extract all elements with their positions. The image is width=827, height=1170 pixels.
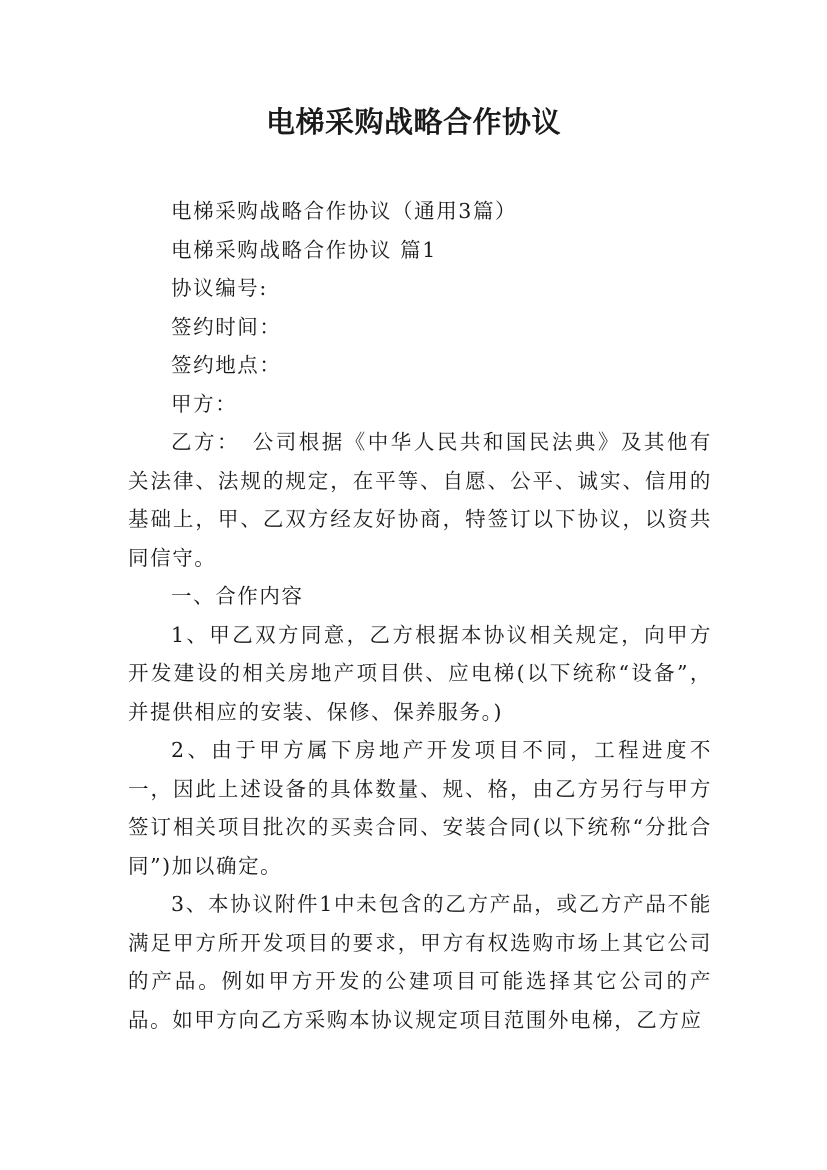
document-body (128, 192, 712, 1039)
paragraph-cooperation-heading: 一、合作内容 (171, 584, 304, 608)
paragraph-section-heading: 电梯采购战略合作协议 篇1 (171, 237, 437, 262)
paragraph-party-a: 甲方： (171, 391, 238, 416)
paragraph-party-b-preamble: 乙方： 公司根据《中华人民共和国民法典》及其他有关法律、法规的规定，在平等、自愿、公平、诚实、信用的基础上，甲、乙双方经友好协商，特签订以下协议，以资共同信守。 (128, 430, 712, 570)
paragraph-clause-3: 3、本协议附件1中未包含的乙方产品，或乙方产品不能满足甲方所开发项目的要求，甲方有权选购市场上其它公司的产品。例如甲方开发的公建项目可能选择其它公司的产品。如甲方向乙方采购本协议规定项目范围外电梯，乙方应 (128, 892, 712, 1032)
paragraph-subtitle: 电梯采购战略合作协议（通用3篇） (171, 199, 518, 223)
paragraph-signing-location: 签约地点： (171, 353, 282, 377)
paragraph-agreement-number: 协议编号: (171, 276, 268, 300)
paragraph-clause-1: 1、甲乙双方同意，乙方根据本协议相关规定，向甲方开发建设的相关房地产项目供、应电梯(以下统称“设备”，并提供相应的安装、保修、保养服务。) (128, 622, 712, 724)
paragraph-clause-2: 2、由于甲方属下房地产开发项目不同，工程进度不一，因此上述设备的具体数量、规、格，由乙方另行与甲方签订相关项目批次的买卖合同、安装合同(以下统称“分批合同”)加以确定。 (128, 738, 712, 878)
document-title: 电梯采购战略合作协议 (265, 105, 561, 139)
paragraph-signing-time: 签约时间： (171, 314, 282, 339)
